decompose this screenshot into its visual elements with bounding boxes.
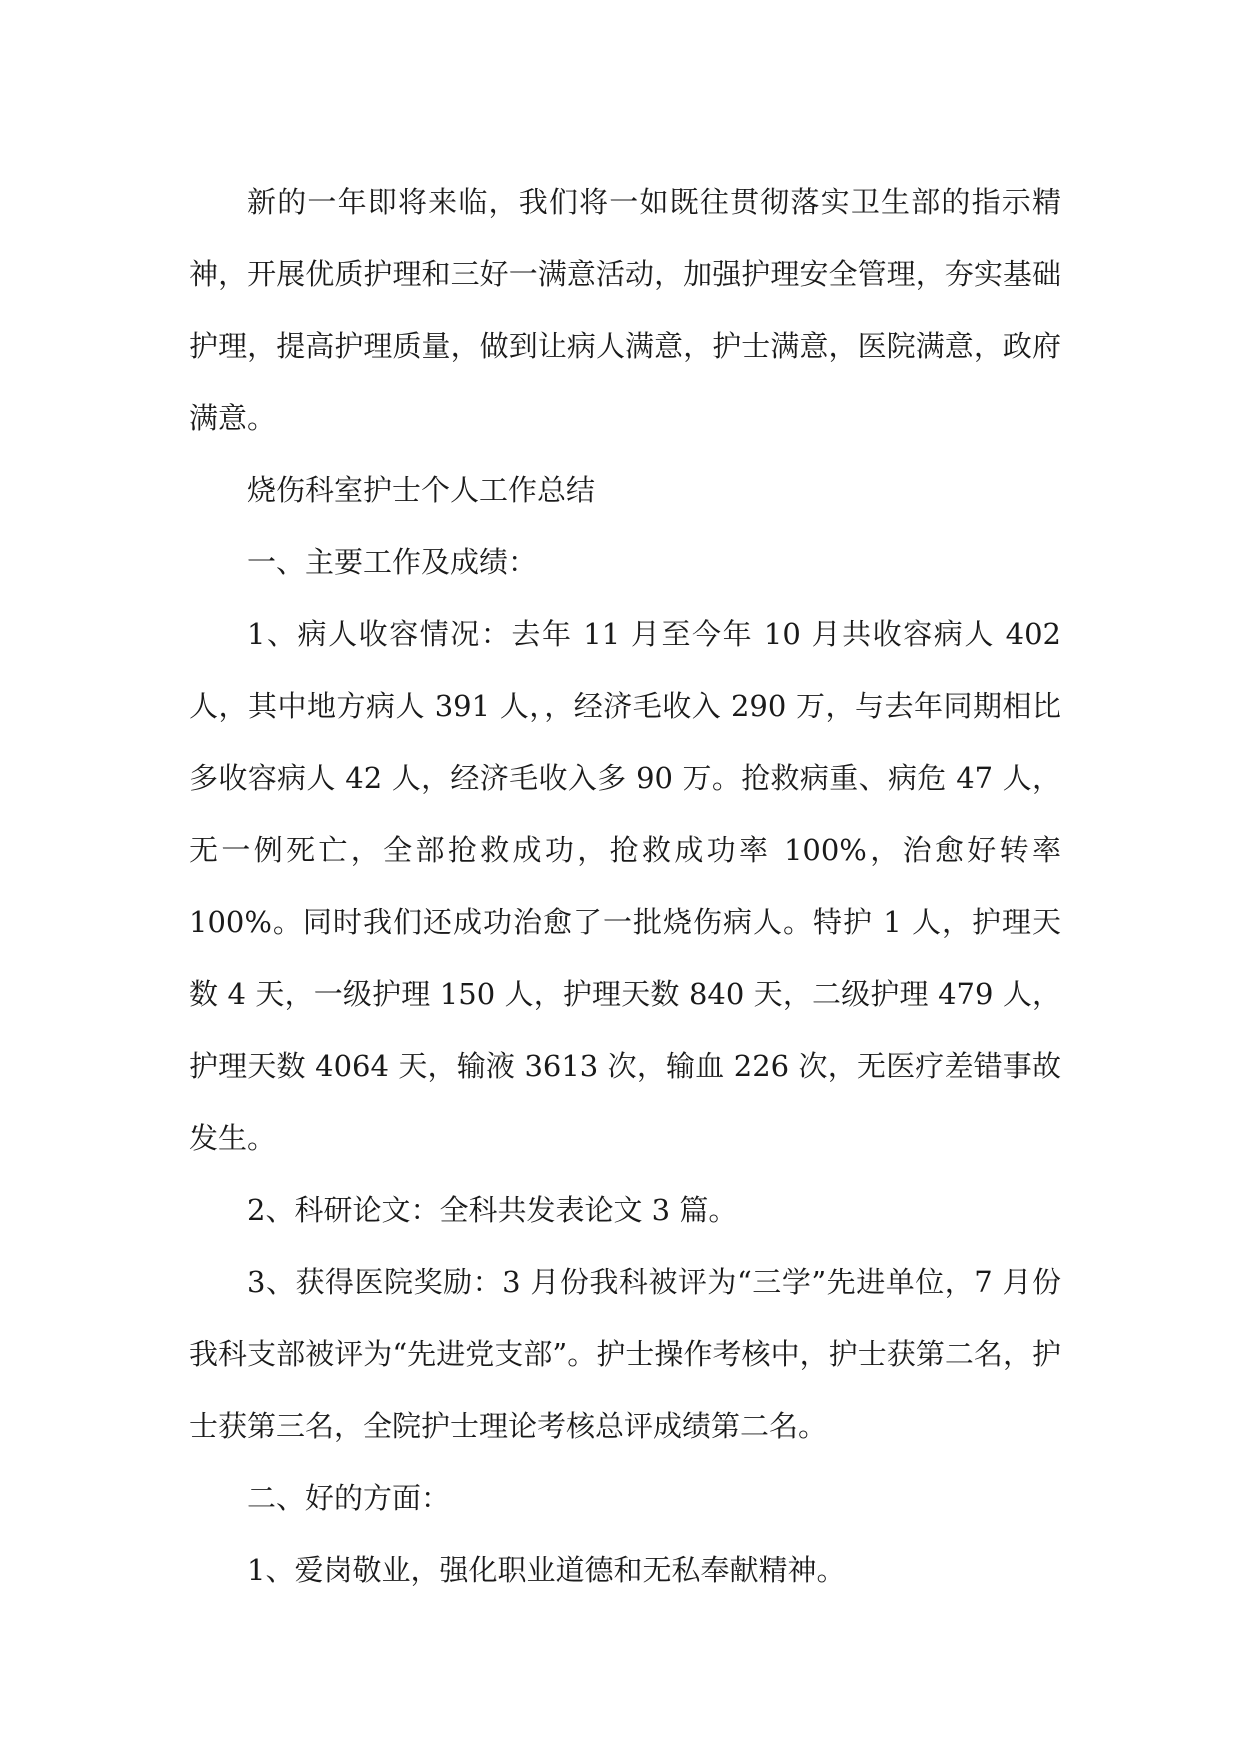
- paragraph-research-papers: 2、科研论文：全科共发表论文 3 篇。: [247, 1193, 738, 1227]
- paragraph-closing-outlook: 新的一年即将来临，我们将一如既往贯彻落实卫生部的指示精神，开展优质护理和三好一满意活动，加强护理安全管理，夯实基础护理，提高护理质量，做到让病人满意，护士满意，医院满意，政府满意。: [189, 185, 1061, 435]
- paragraph-hospital-awards: 3、获得医院奖励：3 月份我科被评为“三学”先进单位，7 月份我科支部被评为“先进党支部”。护士操作考核中，护士获第二名，护士获第三名，全院护士理论考核总评成绩第二名。: [189, 1265, 1061, 1443]
- section-heading-main-work: 一、主要工作及成绩：: [247, 545, 538, 579]
- paragraph-dedication: 1、爱岗敬业，强化职业道德和无私奉献精神。: [247, 1553, 846, 1587]
- document-body: [189, 166, 1061, 1606]
- section-heading-good-aspects: 二、好的方面：: [247, 1481, 451, 1515]
- paragraph-patient-admissions: 1、病人收容情况：去年 11 月至今年 10 月共收容病人 402 人，其中地方病人 391 人，，经济毛收入 290 万，与去年同期相比多收容病人 42 人，经济毛收入多 90 万。抢救病重、病危 47 人，无一例死亡，全部抢救成功，抢救成功率 100%，治愈好转率 100%。同时我们还成功治愈了一批烧伤病人。特护 1 人，护理天数 4 天，一级护理 150 人，护理天数 840 天，二级护理 479 人，护理天数 4064 天，输液 3613 次，输血 226 次，无医疗差错事故发生。: [189, 617, 1061, 1155]
- document-title: 烧伤科室护士个人工作总结: [247, 473, 596, 507]
